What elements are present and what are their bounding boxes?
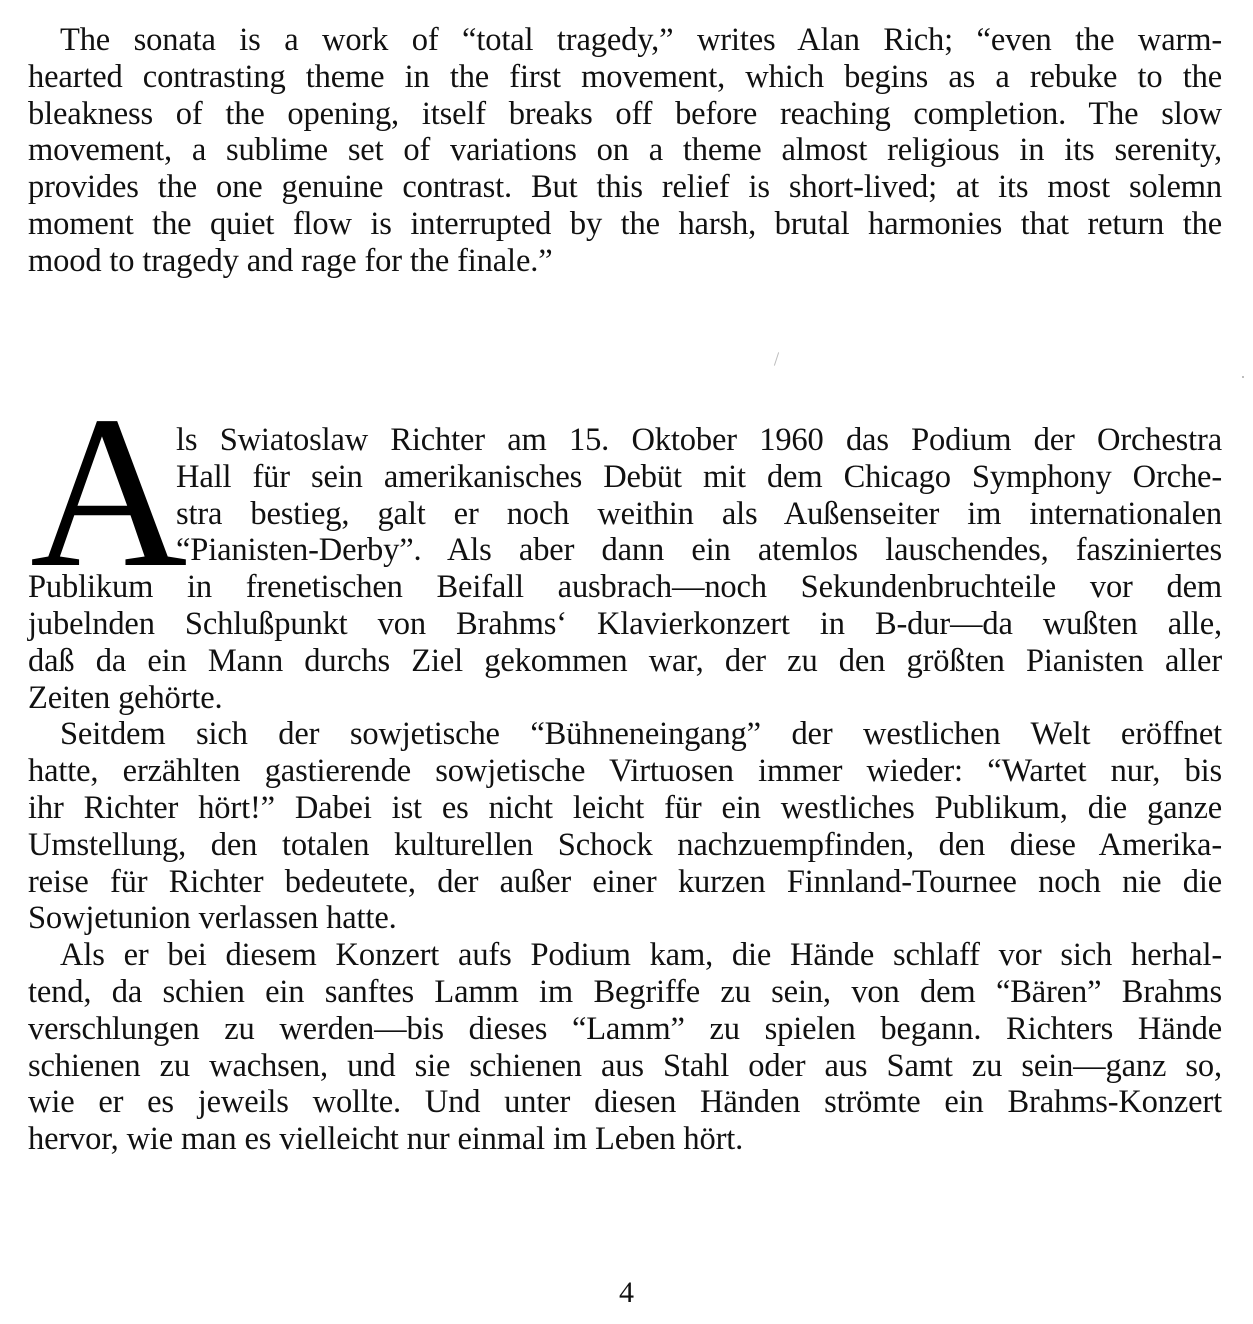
german-paragraph-2 — [28, 716, 1222, 937]
text-line: reise für Richter bedeutete, der außer einer kurzen Finnland-Tournee noch nie die — [28, 863, 1222, 900]
page-number: 4 — [619, 1276, 634, 1309]
text-line: verschlungen zu werden—bis dieses “Lamm” zu spielen begann. Richters Hände — [28, 1010, 1222, 1047]
text-line: Umstellung, den totalen kulturellen Schock nachzuempfinden, den diese Amerika- — [28, 826, 1222, 863]
text-line: The sonata is a work of “total tragedy,” writes Alan Rich; “even the warm- — [60, 22, 1222, 58]
text-line: schienen zu wachsen, und sie schienen aus Stahl oder aus Samt zu sein—ganz so, — [28, 1047, 1222, 1084]
german-paragraph-3 — [28, 937, 1222, 1158]
text-line: Seitdem sich der sowjetische “Bühneneingang” der westlichen Welt eröffnet — [60, 716, 1222, 753]
text-line: ihr Richter hört!” Dabei ist es nicht leicht für ein westliches Publikum, die ganze — [28, 789, 1222, 826]
text-line: hatte, erzählten gastierende sowjetische Virtuosen immer wieder: “Wartet nur, bis — [28, 753, 1222, 790]
text-line: “Pianisten-Derby”. Als aber dann ein atemlos lauschendes, fasziniertes — [176, 532, 1222, 569]
german-text — [28, 422, 1222, 1158]
scan-speck — [774, 352, 779, 366]
text-line: hervor, wie man es vielleicht nur einmal im Leben hört. — [28, 1121, 744, 1158]
text-line: Sowjetunion verlassen hatte. — [28, 900, 397, 937]
text-line: Als er bei diesem Konzert aufs Podium kam, die Hände schlaff vor sich herhal- — [60, 937, 1222, 974]
text-line: ls Swiatoslaw Richter am 15. Oktober 1960 das Podium der Orchestra — [176, 422, 1222, 458]
text-line: Zeiten gehörte. — [28, 679, 223, 716]
text-line: hearted contrasting theme in the first movement, which begins as a rebuke to the — [28, 58, 1222, 95]
text-line: bleakness of the opening, itself breaks off before reaching completion. The slow — [28, 95, 1222, 132]
text-line: mood to tragedy and rage for the finale.” — [28, 242, 553, 279]
text-line: jubelnden Schlußpunkt von Brahms‘ Klavierkonzert in B-dur—da wußten alle, — [28, 605, 1222, 642]
text-line: provides the one genuine contrast. But this relief is short-lived; at its most solemn — [28, 169, 1222, 206]
text-line: daß da ein Mann durchs Ziel gekommen war, der zu den größten Pianisten aller — [28, 642, 1222, 679]
text-line: Hall für sein amerikanisches Debüt mit dem Chicago Symphony Orche- — [176, 458, 1222, 495]
text-line: moment the quiet flow is interrupted by the harsh, brutal harmonies that return the — [28, 205, 1222, 242]
drop-cap-letter: A — [30, 372, 188, 613]
text-line: tend, da schien ein sanftes Lamm im Begriffe zu sein, von dem “Bären” Brahms — [28, 973, 1222, 1010]
german-paragraph-1 — [28, 422, 1222, 716]
english-paragraph — [28, 22, 1222, 280]
text-line: wie er es jeweils wollte. Und unter diesen Händen strömte ein Brahms-Konzert — [28, 1084, 1222, 1121]
scan-speck — [1242, 376, 1244, 378]
text-line: Publikum in frenetischen Beifall ausbrach—noch Sekundenbruchteile vor dem — [28, 569, 1222, 606]
text-line: stra bestieg, galt er noch weithin als Außenseiter im internationalen — [176, 495, 1222, 532]
text-line: movement, a sublime set of variations on a theme almost religious in its serenity, — [28, 132, 1222, 169]
